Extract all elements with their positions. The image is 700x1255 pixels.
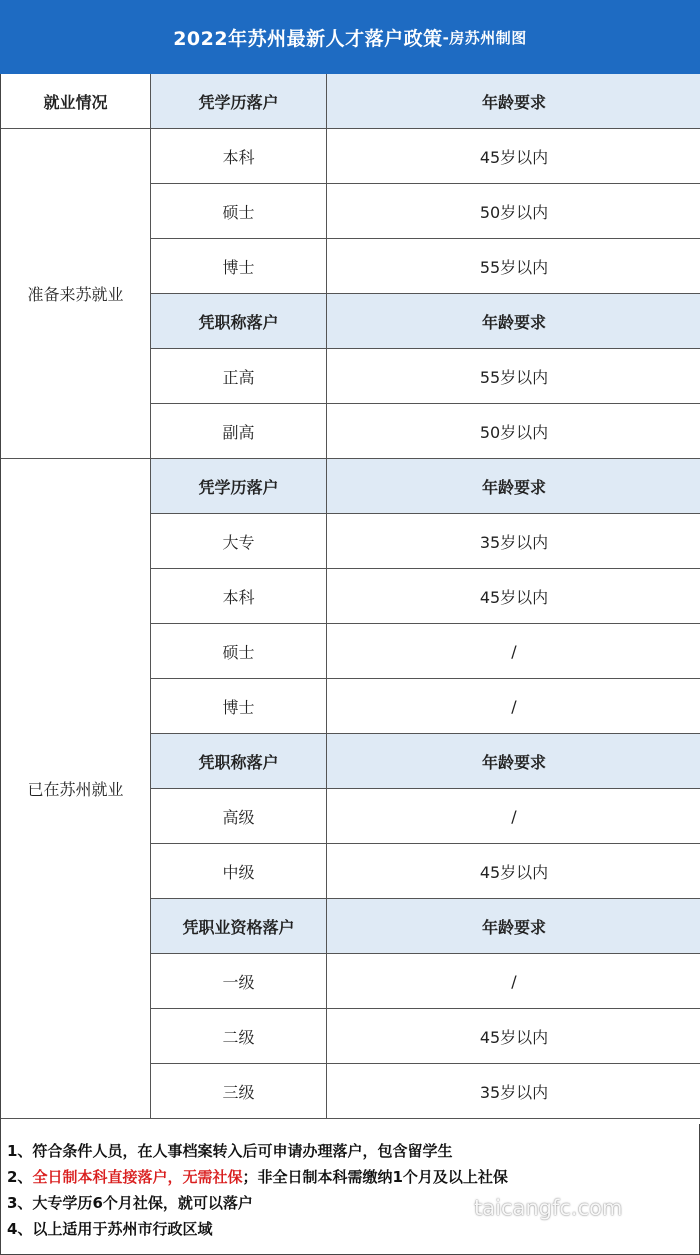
table-cell-age: / — [327, 954, 700, 1009]
note-1: 1、符合条件人员，在人事档案转入后可申请办理落户，包含留学生 — [7, 1142, 453, 1160]
situation-employed: 已在苏州就业 — [1, 459, 151, 1119]
table-cell-age: 45岁以内 — [327, 129, 700, 184]
header-situation: 就业情况 — [1, 74, 151, 129]
subheader-age: 年龄要求 — [327, 294, 700, 349]
table-cell-type: 本科 — [151, 569, 327, 624]
table-cell-type: 博士 — [151, 679, 327, 734]
table-cell-type: 正高 — [151, 349, 327, 404]
notes-section — [0, 1124, 700, 1255]
title-main: 2022年苏州最新人才落户政策 — [173, 27, 443, 50]
table-cell-type: 博士 — [151, 239, 327, 294]
table-cell-age: / — [327, 624, 700, 679]
table-cell-type: 中级 — [151, 844, 327, 899]
title-bar — [0, 0, 700, 74]
table-cell-type: 三级 — [151, 1064, 327, 1119]
table-cell-age: 50岁以内 — [327, 184, 700, 239]
subheader-type: 凭学历落户 — [151, 459, 327, 514]
subheader-type: 凭职业资格落户 — [151, 899, 327, 954]
note-2-rest: ；非全日制本科需缴纳1个月及以上社保 — [242, 1168, 508, 1186]
table-cell-age: 35岁以内 — [327, 514, 700, 569]
table-cell-type: 硕士 — [151, 184, 327, 239]
table-cell-type: 一级 — [151, 954, 327, 1009]
smiley-icon — [440, 1194, 468, 1222]
table-cell-type: 硕士 — [151, 624, 327, 679]
table-cell-type: 高级 — [151, 789, 327, 844]
header-age: 年龄要求 — [327, 74, 700, 129]
note-4: 4、以上适用于苏州市行政区域 — [7, 1220, 213, 1238]
header-type: 凭学历落户 — [151, 74, 327, 129]
policy-table — [0, 74, 700, 1124]
note-2-prefix: 2、 — [7, 1168, 33, 1186]
situation-prepare: 准备来苏就业 — [1, 129, 151, 459]
title-sub: -房苏州制图 — [442, 28, 527, 47]
subheader-age: 年龄要求 — [327, 459, 700, 514]
watermark-text: taicangfc.com — [474, 1196, 623, 1220]
subheader-age: 年龄要求 — [327, 899, 700, 954]
subheader-type: 凭职称落户 — [151, 294, 327, 349]
subheader-type: 凭职称落户 — [151, 734, 327, 789]
table-cell-type: 大专 — [151, 514, 327, 569]
note-3: 3、大专学历6个月社保，就可以落户 — [7, 1194, 253, 1212]
table-cell-type: 二级 — [151, 1009, 327, 1064]
table-cell-age: 55岁以内 — [327, 349, 700, 404]
table-cell-type: 本科 — [151, 129, 327, 184]
table-cell-age: / — [327, 789, 700, 844]
table-cell-type: 副高 — [151, 404, 327, 459]
table-cell-age: 45岁以内 — [327, 1009, 700, 1064]
table-cell-age: / — [327, 679, 700, 734]
table-cell-age: 50岁以内 — [327, 404, 700, 459]
table-cell-age: 55岁以内 — [327, 239, 700, 294]
note-2 — [7, 1164, 699, 1190]
subheader-age: 年龄要求 — [327, 734, 700, 789]
table-cell-age: 45岁以内 — [327, 844, 700, 899]
table-cell-age: 45岁以内 — [327, 569, 700, 624]
note-2-highlight: 全日制本科直接落户，无需社保 — [32, 1168, 243, 1186]
table-cell-age: 35岁以内 — [327, 1064, 700, 1119]
watermark — [440, 1194, 622, 1222]
